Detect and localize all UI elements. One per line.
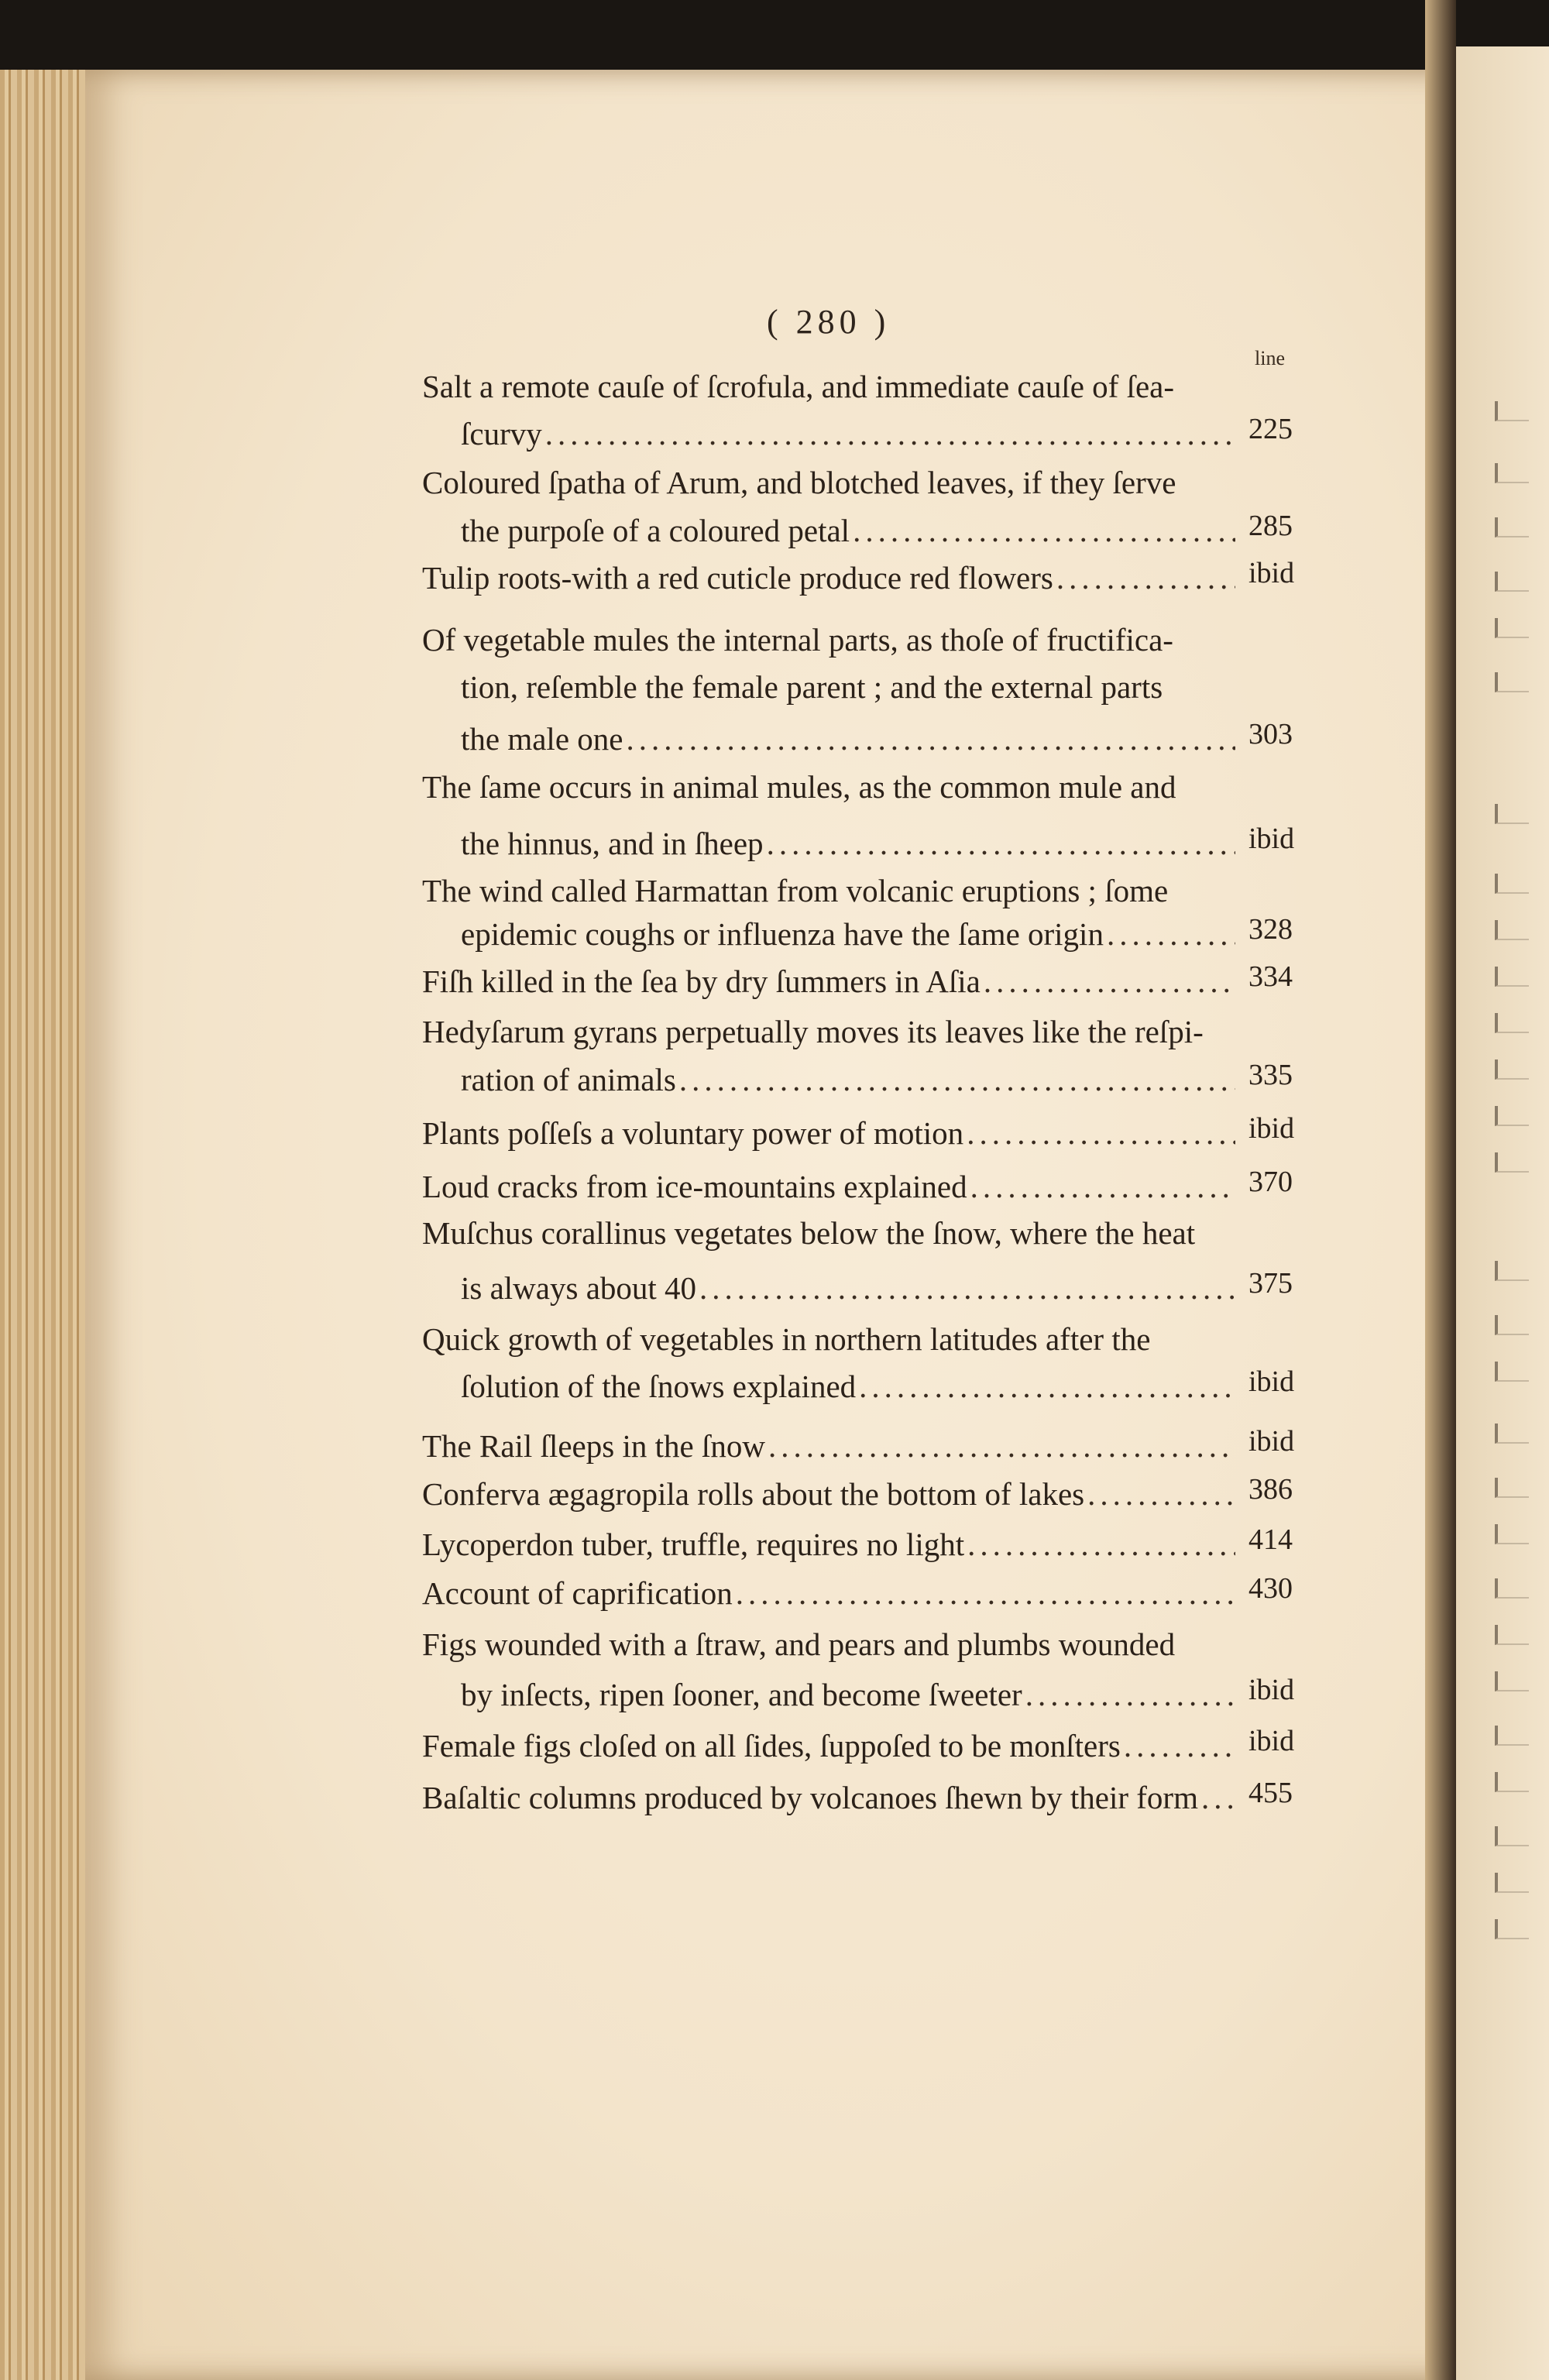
index-entry-line bbox=[422, 621, 1235, 665]
index-entry-line bbox=[422, 1168, 1235, 1211]
index-entry-line bbox=[422, 1475, 1235, 1519]
facing-page-text-fragment bbox=[1495, 960, 1549, 987]
index-entry-line bbox=[461, 825, 1235, 868]
index-entry-line bbox=[422, 464, 1235, 507]
dot-leader bbox=[1056, 559, 1235, 596]
entry-text: Female figs cloſed on all ſides, ſuppoſed to be monſters bbox=[422, 1728, 1121, 1764]
dot-leader bbox=[984, 963, 1235, 1000]
index-entry-line bbox=[461, 1061, 1235, 1104]
entry-line-reference: ibid bbox=[1248, 557, 1295, 589]
entry-text: Fiſh killed in the ſea by dry ſummers in Aſia bbox=[422, 963, 981, 999]
entry-text: Baſaltic columns produced by volcanoes ſhewn by their form bbox=[422, 1780, 1198, 1815]
entry-text: Hedyſarum gyrans perpetually moves its leaves like the reſpi- bbox=[422, 1014, 1204, 1049]
entry-text: Loud cracks from ice-mountains explained bbox=[422, 1169, 967, 1204]
index-entry-line bbox=[461, 1368, 1235, 1411]
facing-page-text-fragment bbox=[1495, 1665, 1549, 1691]
facing-page-text-fragment bbox=[1495, 612, 1549, 638]
index-entry-line bbox=[422, 1321, 1235, 1364]
index-entry-line bbox=[422, 963, 1235, 1006]
entry-text: Of vegetable mules the internal parts, as thoſe of fructifica- bbox=[422, 622, 1173, 658]
entry-text: the male one bbox=[461, 721, 623, 757]
entry-line-reference: ibid bbox=[1248, 1365, 1295, 1398]
dot-leader bbox=[768, 1427, 1235, 1465]
entry-text: The Rail ſleeps in the ſnow bbox=[422, 1428, 765, 1464]
facing-page-text-fragment bbox=[1495, 1146, 1549, 1173]
entry-text: Figs wounded with a ſtraw, and pears and plumbs wounded bbox=[422, 1626, 1176, 1662]
entry-line-reference: 303 bbox=[1248, 718, 1293, 750]
index-entry-line bbox=[461, 512, 1235, 555]
dot-leader bbox=[1087, 1475, 1235, 1513]
entry-line-reference: 328 bbox=[1248, 913, 1293, 946]
dot-leader bbox=[1201, 1779, 1235, 1816]
index-entry-line bbox=[422, 368, 1235, 411]
entry-line-reference: 335 bbox=[1248, 1059, 1293, 1091]
index-entry-line bbox=[422, 768, 1235, 812]
entry-text: Salt a remote cauſe of ſcrofula, and immediate cauſe of ſea- bbox=[422, 369, 1175, 404]
entry-line-reference: 386 bbox=[1248, 1473, 1293, 1506]
entry-line-reference: 414 bbox=[1248, 1523, 1293, 1556]
index-entry-line bbox=[422, 1013, 1235, 1056]
dot-leader bbox=[699, 1269, 1235, 1307]
entry-line-reference: 455 bbox=[1248, 1777, 1293, 1809]
entry-text: Quick growth of vegetables in northern latitudes after the bbox=[422, 1321, 1151, 1357]
index-entry-line bbox=[422, 1114, 1235, 1158]
index-entry-line bbox=[461, 415, 1235, 458]
index-entry-line bbox=[461, 915, 1235, 959]
entry-text: Muſchus corallinus vegetates below the ſnow, where the heat bbox=[422, 1215, 1196, 1251]
entry-text: Coloured ſpatha of Arum, and blotched leaves, if they ſerve bbox=[422, 465, 1176, 500]
entry-line-reference: ibid bbox=[1248, 1725, 1295, 1757]
dot-leader bbox=[1124, 1727, 1235, 1764]
entry-text: the purpoſe of a coloured petal bbox=[461, 513, 850, 548]
index-entry-line bbox=[422, 1526, 1235, 1569]
dot-leader bbox=[1107, 915, 1235, 953]
index-entry-line bbox=[422, 1214, 1235, 1258]
facing-page-text-fragment bbox=[1495, 867, 1549, 894]
facing-page-text-fragment bbox=[1495, 1472, 1549, 1498]
entry-text: Account of caprification bbox=[422, 1575, 733, 1611]
facing-page-text-fragment bbox=[1495, 1355, 1549, 1382]
facing-page-text-fragment bbox=[1495, 1255, 1549, 1281]
dot-leader bbox=[545, 415, 1235, 452]
facing-page-text-fragment bbox=[1495, 457, 1549, 483]
index-entry-line bbox=[461, 1676, 1235, 1719]
facing-page-text-fragment bbox=[1495, 1766, 1549, 1792]
dot-leader bbox=[626, 720, 1235, 757]
entry-line-reference: ibid bbox=[1248, 823, 1295, 855]
entry-text: is always about 40 bbox=[461, 1270, 697, 1306]
index-entry-line bbox=[461, 668, 1235, 712]
entry-text: Plants poſſeſs a voluntary power of motion bbox=[422, 1115, 964, 1151]
entry-line-reference: 375 bbox=[1248, 1267, 1293, 1300]
entry-text: tion, reſemble the female parent ; and the external parts bbox=[461, 669, 1163, 705]
facing-page-text-fragment bbox=[1495, 1309, 1549, 1335]
entry-line-reference: 285 bbox=[1248, 510, 1293, 542]
entry-line-reference: 334 bbox=[1248, 960, 1293, 993]
index-entry-line bbox=[422, 1626, 1235, 1669]
entry-text: epidemic coughs or influenza have the ſame origin bbox=[461, 916, 1104, 952]
dot-leader bbox=[853, 512, 1235, 549]
entry-text: The wind called Harmattan from volcanic eruptions ; ſome bbox=[422, 873, 1169, 908]
index-entry-line bbox=[422, 1575, 1235, 1618]
index-entry-line bbox=[422, 872, 1235, 915]
index-entry-line bbox=[422, 1427, 1235, 1471]
facing-page-text-fragment bbox=[1495, 1619, 1549, 1645]
facing-page-text-fragment bbox=[1495, 1820, 1549, 1846]
entry-text: ſolution of the ſnows explained bbox=[461, 1369, 857, 1404]
entry-text: Conferva ægagropila rolls about the bottom of lakes bbox=[422, 1476, 1085, 1512]
dot-leader bbox=[970, 1168, 1235, 1205]
dot-leader bbox=[767, 825, 1235, 862]
facing-page-text-fragment bbox=[1495, 1719, 1549, 1746]
entry-text: ſcurvy bbox=[461, 416, 542, 452]
index-entry-line bbox=[461, 720, 1235, 764]
entry-text: The ſame occurs in animal mules, as the common mule and bbox=[422, 769, 1176, 805]
facing-page-text-fragment bbox=[1495, 565, 1549, 592]
facing-page-text-fragment bbox=[1495, 1053, 1549, 1080]
facing-page-text-fragment bbox=[1495, 1100, 1549, 1126]
facing-page-text-fragment bbox=[1495, 1572, 1549, 1599]
entry-line-reference: 430 bbox=[1248, 1572, 1293, 1605]
book-gutter bbox=[1425, 0, 1456, 2380]
dot-leader bbox=[736, 1575, 1235, 1612]
entry-line-reference: ibid bbox=[1248, 1112, 1295, 1145]
entry-text: Lycoperdon tuber, truffle, requires no light bbox=[422, 1527, 965, 1562]
entry-line-reference: 370 bbox=[1248, 1166, 1293, 1198]
entry-line-reference: 225 bbox=[1248, 413, 1293, 445]
index-entry-line bbox=[422, 1727, 1235, 1770]
facing-page-text-fragment bbox=[1495, 798, 1549, 824]
index-entry-line bbox=[422, 1779, 1235, 1822]
facing-page-text-fragment bbox=[1495, 395, 1549, 421]
dot-leader bbox=[679, 1061, 1235, 1098]
entry-text: the hinnus, and in ſheep bbox=[461, 826, 764, 861]
facing-page-text-fragment bbox=[1495, 1417, 1549, 1444]
entry-text: ration of animals bbox=[461, 1062, 676, 1097]
dot-leader bbox=[859, 1368, 1235, 1405]
column-header-line: line bbox=[1255, 347, 1285, 369]
facing-page-text-fragment bbox=[1495, 1867, 1549, 1893]
entry-text: Tulip roots-with a red cuticle produce red flowers bbox=[422, 560, 1053, 596]
facing-page-text-fragment bbox=[1495, 666, 1549, 692]
entry-line-reference: ibid bbox=[1248, 1674, 1295, 1706]
facing-page-text-fragment bbox=[1495, 1913, 1549, 1939]
page-number: ( 280 ) bbox=[767, 303, 891, 341]
facing-page-text-fragment bbox=[1495, 1007, 1549, 1033]
entry-line-reference: ibid bbox=[1248, 1425, 1295, 1458]
dot-leader bbox=[1025, 1676, 1235, 1713]
facing-page-text-fragment bbox=[1495, 1518, 1549, 1544]
facing-page-text-fragment bbox=[1495, 511, 1549, 537]
dot-leader bbox=[967, 1526, 1235, 1563]
entry-text: by inſects, ripen ſooner, and become ſweeter bbox=[461, 1677, 1022, 1712]
index-entry-line bbox=[461, 1269, 1235, 1313]
dot-leader bbox=[967, 1114, 1235, 1152]
facing-page-text-fragment bbox=[1495, 914, 1549, 940]
index-entry-line bbox=[422, 559, 1235, 603]
